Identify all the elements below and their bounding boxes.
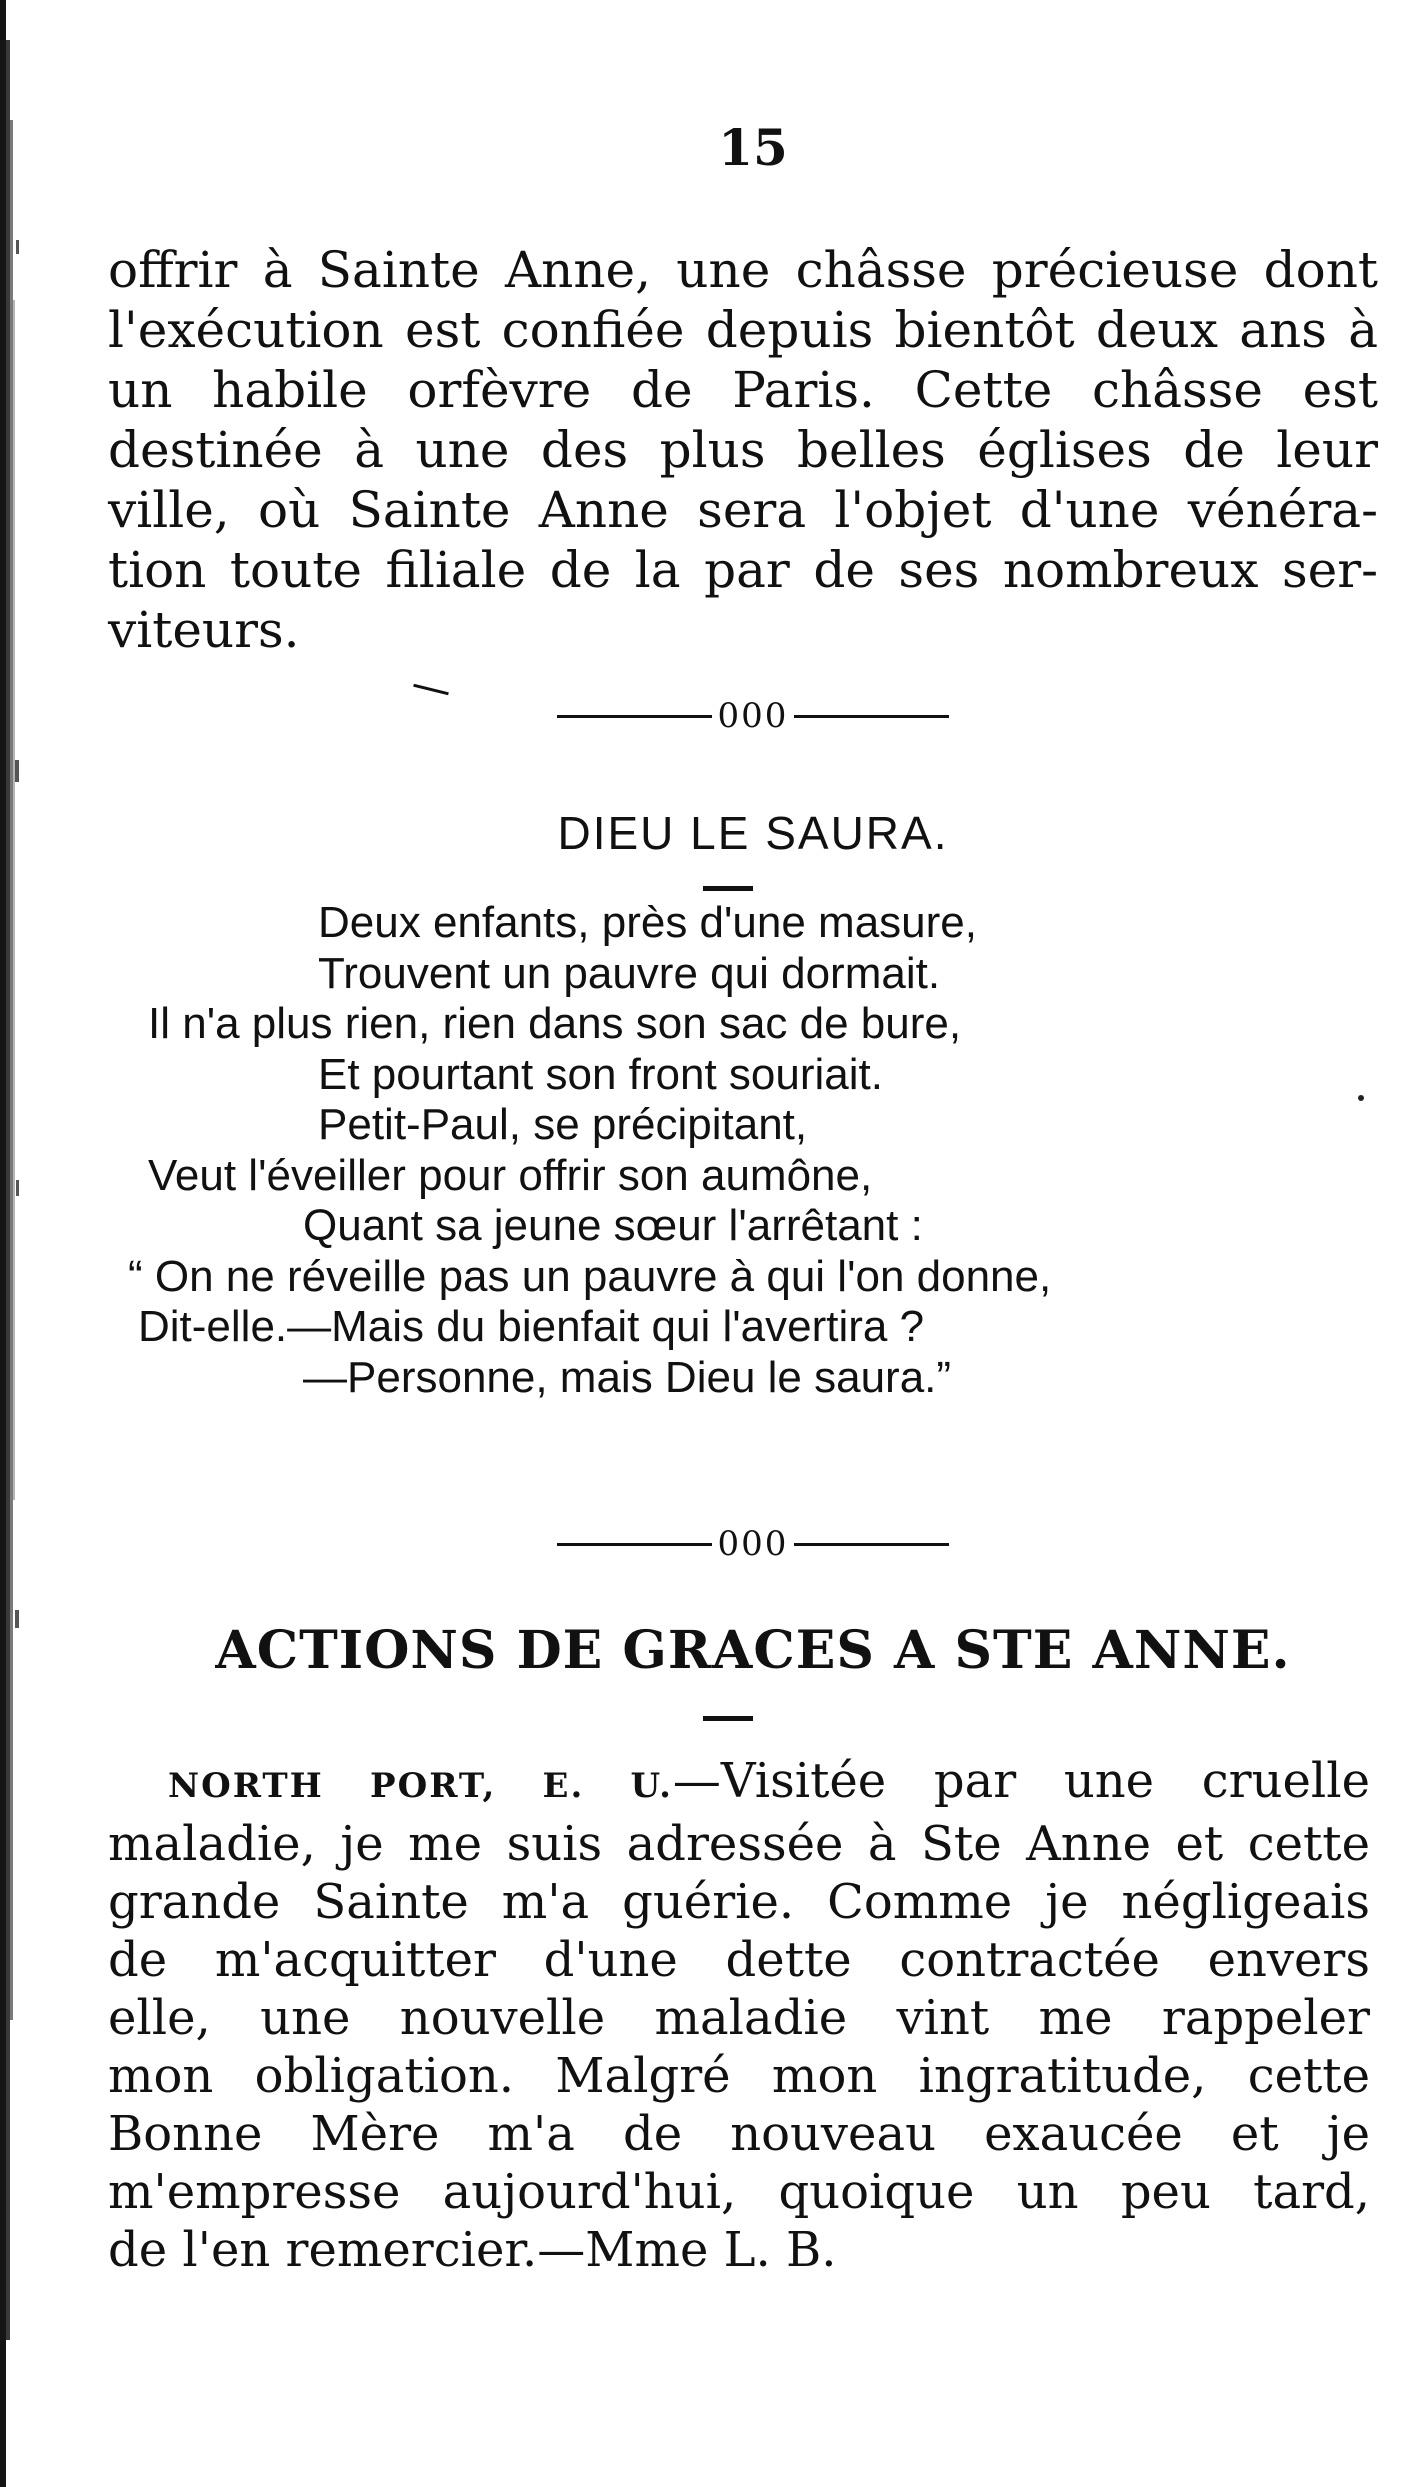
- text-line: ville, où Sainte Anne sera l'objet d'une vénéra-: [108, 481, 1378, 539]
- text-line: de l'en remercier.—Mme L. B.: [108, 2222, 837, 2278]
- page-spine-edge: [0, 0, 28, 2487]
- text-line: elle, une nouvelle maladie vint me rappeler: [108, 1990, 1370, 2046]
- text-line: tion toute filiale de la par de ses nombreux ser-: [108, 541, 1378, 599]
- poem-line: Deux enfants, près d'une masure,: [318, 898, 977, 947]
- text-line: destinée à une des plus belles églises de leur: [108, 421, 1378, 479]
- section-divider: [108, 1524, 1398, 1564]
- title-rule: [703, 1716, 753, 1721]
- divider-mark: 000: [717, 1524, 789, 1564]
- text-line: [108, 1752, 1370, 1815]
- poem: [108, 898, 1398, 1403]
- section-title: ACTIONS DE GRACES A STE ANNE.: [215, 1620, 1291, 1681]
- book-page: [108, 0, 1398, 2487]
- text-line: maladie, je me suis adressée à Ste Anne et cette: [108, 1816, 1370, 1872]
- text-line: l'exécution est confiée depuis bientôt deux ans à: [108, 301, 1378, 359]
- ink-speck: [1358, 1095, 1364, 1101]
- poem-line: Petit-Paul, se précipitant,: [318, 1100, 808, 1149]
- text-line-rest: —Visitée par une cruelle: [672, 1753, 1370, 1809]
- text-line: offrir à Sainte Anne, une châsse précieuse dont: [108, 241, 1378, 299]
- location-label: NORTH PORT, E. U.: [168, 1766, 673, 1806]
- poem-line: Quant sa jeune sœur l'arrêtant :: [303, 1201, 923, 1250]
- text-line: viteurs.: [108, 601, 300, 659]
- poem-line: Veut l'éveiller pour offrir son aumône,: [148, 1150, 873, 1200]
- text-line: mon obligation. Malgré mon ingratitude, cette: [108, 2048, 1370, 2104]
- text-line: Bonne Mère m'a de nouveau exaucée et je: [108, 2106, 1370, 2162]
- poem-line: —Personne, mais Dieu le saura.”: [303, 1352, 952, 1402]
- divider-mark: 000: [717, 696, 789, 736]
- divider-rule: [794, 715, 949, 718]
- text-line: un habile orfèvre de Paris. Cette châsse est: [108, 361, 1378, 419]
- poem-line: Et pourtant son front souriait.: [318, 1049, 883, 1099]
- divider-rule: [557, 715, 712, 718]
- poem-line: “ On ne réveille pas un pauvre à qui l'on donne,: [128, 1251, 1052, 1301]
- ink-mark: [413, 684, 449, 696]
- thanksgiving-paragraph: [108, 1752, 1370, 2279]
- poem-title: DIEU LE SAURA.: [557, 807, 949, 859]
- text-line: de m'acquitter d'une dette contractée envers: [108, 1932, 1370, 1988]
- divider-rule: [557, 1543, 712, 1546]
- text-line: grande Sainte m'a guérie. Comme je négligeais: [108, 1874, 1370, 1930]
- divider-rule: [794, 1543, 949, 1546]
- text-line: m'empresse aujourd'hui, quoique un peu tard,: [108, 2164, 1370, 2220]
- section-divider: [108, 696, 1398, 736]
- poem-line: Trouvent un pauvre qui dormait.: [318, 948, 941, 998]
- intro-paragraph: [108, 240, 1378, 660]
- page-number: 15: [718, 118, 788, 177]
- title-rule: [703, 886, 753, 891]
- poem-line: Dit-elle.—Mais du bienfait qui l'avertira ?: [138, 1302, 925, 1351]
- poem-line: Il n'a plus rien, rien dans son sac de bure,: [148, 999, 962, 1048]
